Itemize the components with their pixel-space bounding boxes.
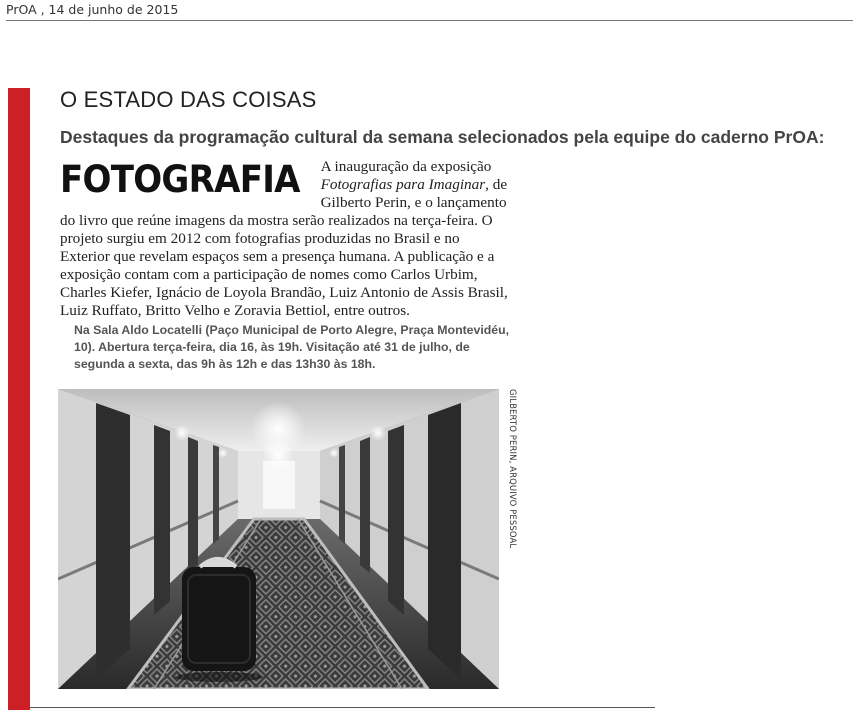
subtitle: Destaques da programação cultural da semana selecionados pela equipe do caderno PrOA: [60,127,825,147]
body-rest: , de Gilberto Perin, e o lançamento do livro que reúne imagens da mostra serão realizados na terça-feira. O projeto surgiu em 2012 com fotografias produzidas no Brasil e no Exterior que revelam espaços sem a presença humana. A publicação e a exposição contam com a participação de nomes como Carlos Urbim, Charles Kiefer, Ignácio de Loyola Brandão, Luiz Antonio de Assis Brasil, Luiz Ruffato, Britto Velho e Zoravia Bettiol, entre outros. [60,176,508,319]
photo-credit: GILBERTO PERIN, ARQUIVO PESSOAL [507,389,517,549]
hallway-photo [58,389,499,689]
body-intro: A inauguração da exposição [320,158,492,175]
article-body [60,158,510,320]
header-text: PrOA , 14 de junho de 2015 [6,2,179,17]
page-header [6,2,853,21]
bottom-divider [30,707,655,708]
article-kicker: FOTOGRAFIA [60,158,300,201]
hallway-photo-drawing [58,389,499,689]
exhibition-title: Fotografias para Imaginar [320,176,486,193]
event-info: Na Sala Aldo Locatelli (Paço Municipal de Porto Alegre, Praça Montevidéu, 10). Abertura terça-feira, dia 16, às 19h. Visitação até 31 de julho, de segunda a sexta, das 9h às 12h e das 13h30 às 18h. [74,323,510,371]
section-title: O ESTADO DAS COISAS [60,87,317,112]
article [60,158,510,373]
accent-bar [8,88,30,710]
